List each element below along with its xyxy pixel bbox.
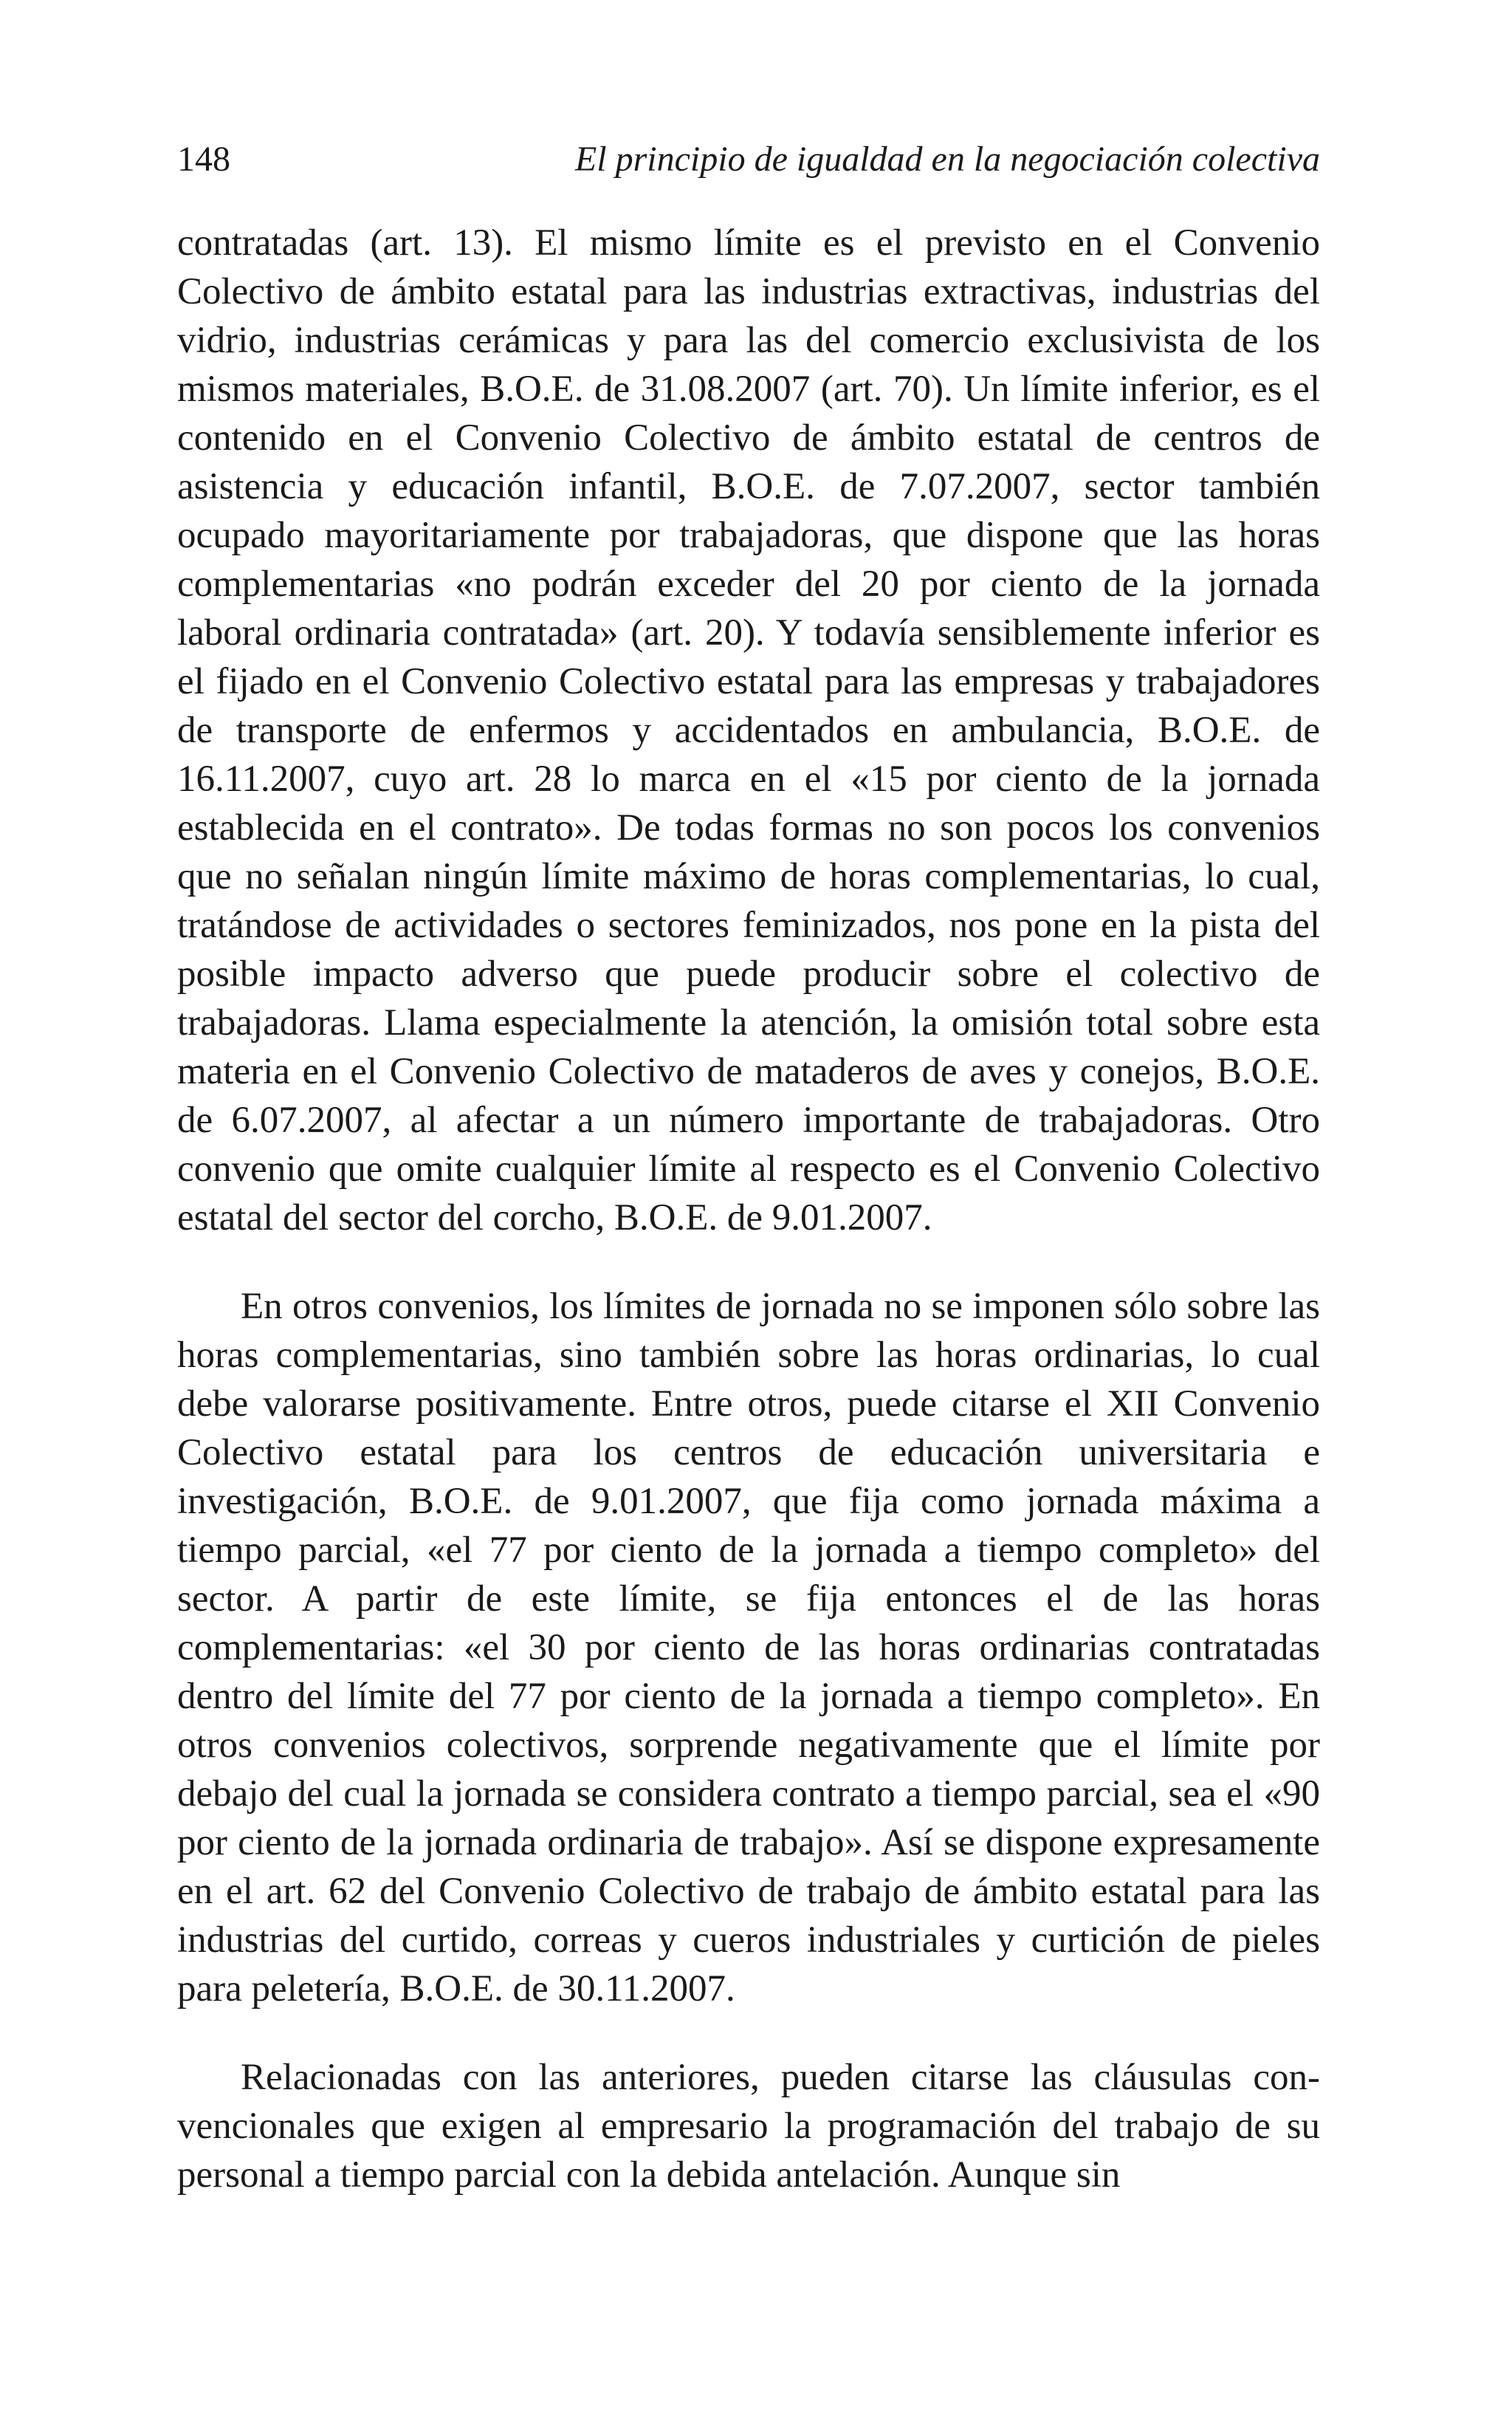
paragraph-2: En otros convenios, los límites de jornada no se imponen sólo sobre las horas complementarias, sino también sobre las horas ordinarias, lo cual debe valorarse positivamente. Entre otros, puede citarse el XII Convenio Colectivo estatal para los centros de educación universitaria e investigación, B.O.E. de 9.01.2007, que fija como jornada máxima a tiempo parcial, «el 77 por ciento de la jornada a tiempo completo» del sector. A partir de este límite, se fija entonces el de las horas complementarias: «el 30 por ciento de las horas ordinarias contratadas dentro del límite del 77 por ciento de la jornada a tiempo completo». En otros convenios colectivos, sorprende negativamente que el límite por debajo del cual la jornada se considera contrato a tiempo parcial, sea el «90 por ciento de la jornada ordinaria de trabajo». Así se dispone expresamente en el art. 62 del Convenio Colectivo de trabajo de ámbito estatal para las industrias del curtido, correas y cueros industriales y curtición de pieles para peletería, B.O.E. de 30.11.2007. (177, 1286, 1320, 2010)
running-title: El principio de igualdad en la negociación colectiva (574, 140, 1320, 179)
paragraph-1: contratadas (art. 13). El mismo límite es el previsto en el Convenio Colectivo de ámbito estatal para las industrias extractivas, industrias del vidrio, industrias cerámicas y para las del comercio exclusivista de los mismos materiales, B.O.E. de 31.08.2007 (art. 70). Un límite inferior, es el contenido en el Convenio Colectivo de ámbito estatal de centros de asistencia y educación infantil, B.O.E. de 7.07.2007, sector también ocupado mayoritariamente por trabajadoras, que dispone que las horas complementarias «no podrán exceder del 20 por ciento de la jornada laboral ordinaria contratada» (art. 20). Y todavía sensiblemente inferior es el fijado en el Convenio Colectivo estatal para las empresas y trabajadores de transporte de enfermos y accidentados en ambulancia, B.O.E. de 16.11.2007, cuyo art. 28 lo marca en el «15 por ciento de la jornada establecida en el contrato». De todas formas no son pocos los convenios que no señalan ningún límite máximo de horas complementarias, lo cual, tratándose de actividades o sectores feminizados, nos pone en la pista del posible impacto adverso que puede producir sobre el colectivo de trabajadoras. Llama especialmente la atención, la omisión total sobre esta materia en el Convenio Colectivo de mataderos de aves y conejos, B.O.E. de 6.07.2007, al afectar a un número importante de trabajadoras. Otro convenio que omite cualquier límite al respecto es el Convenio Colectivo estatal del sector del corcho, B.O.E. de 9.01.2007. (177, 222, 1320, 1238)
running-head (177, 137, 1320, 182)
body-text (177, 219, 1320, 2239)
page-number: 148 (177, 140, 230, 179)
paragraph-3: Relacionadas con las anteriores, pueden citarse las cláusulas convencionales que exigen al empresario la programación del trabajo de su personal a tiempo parcial con la debida antelación. Aunque sin (177, 2057, 1320, 2196)
